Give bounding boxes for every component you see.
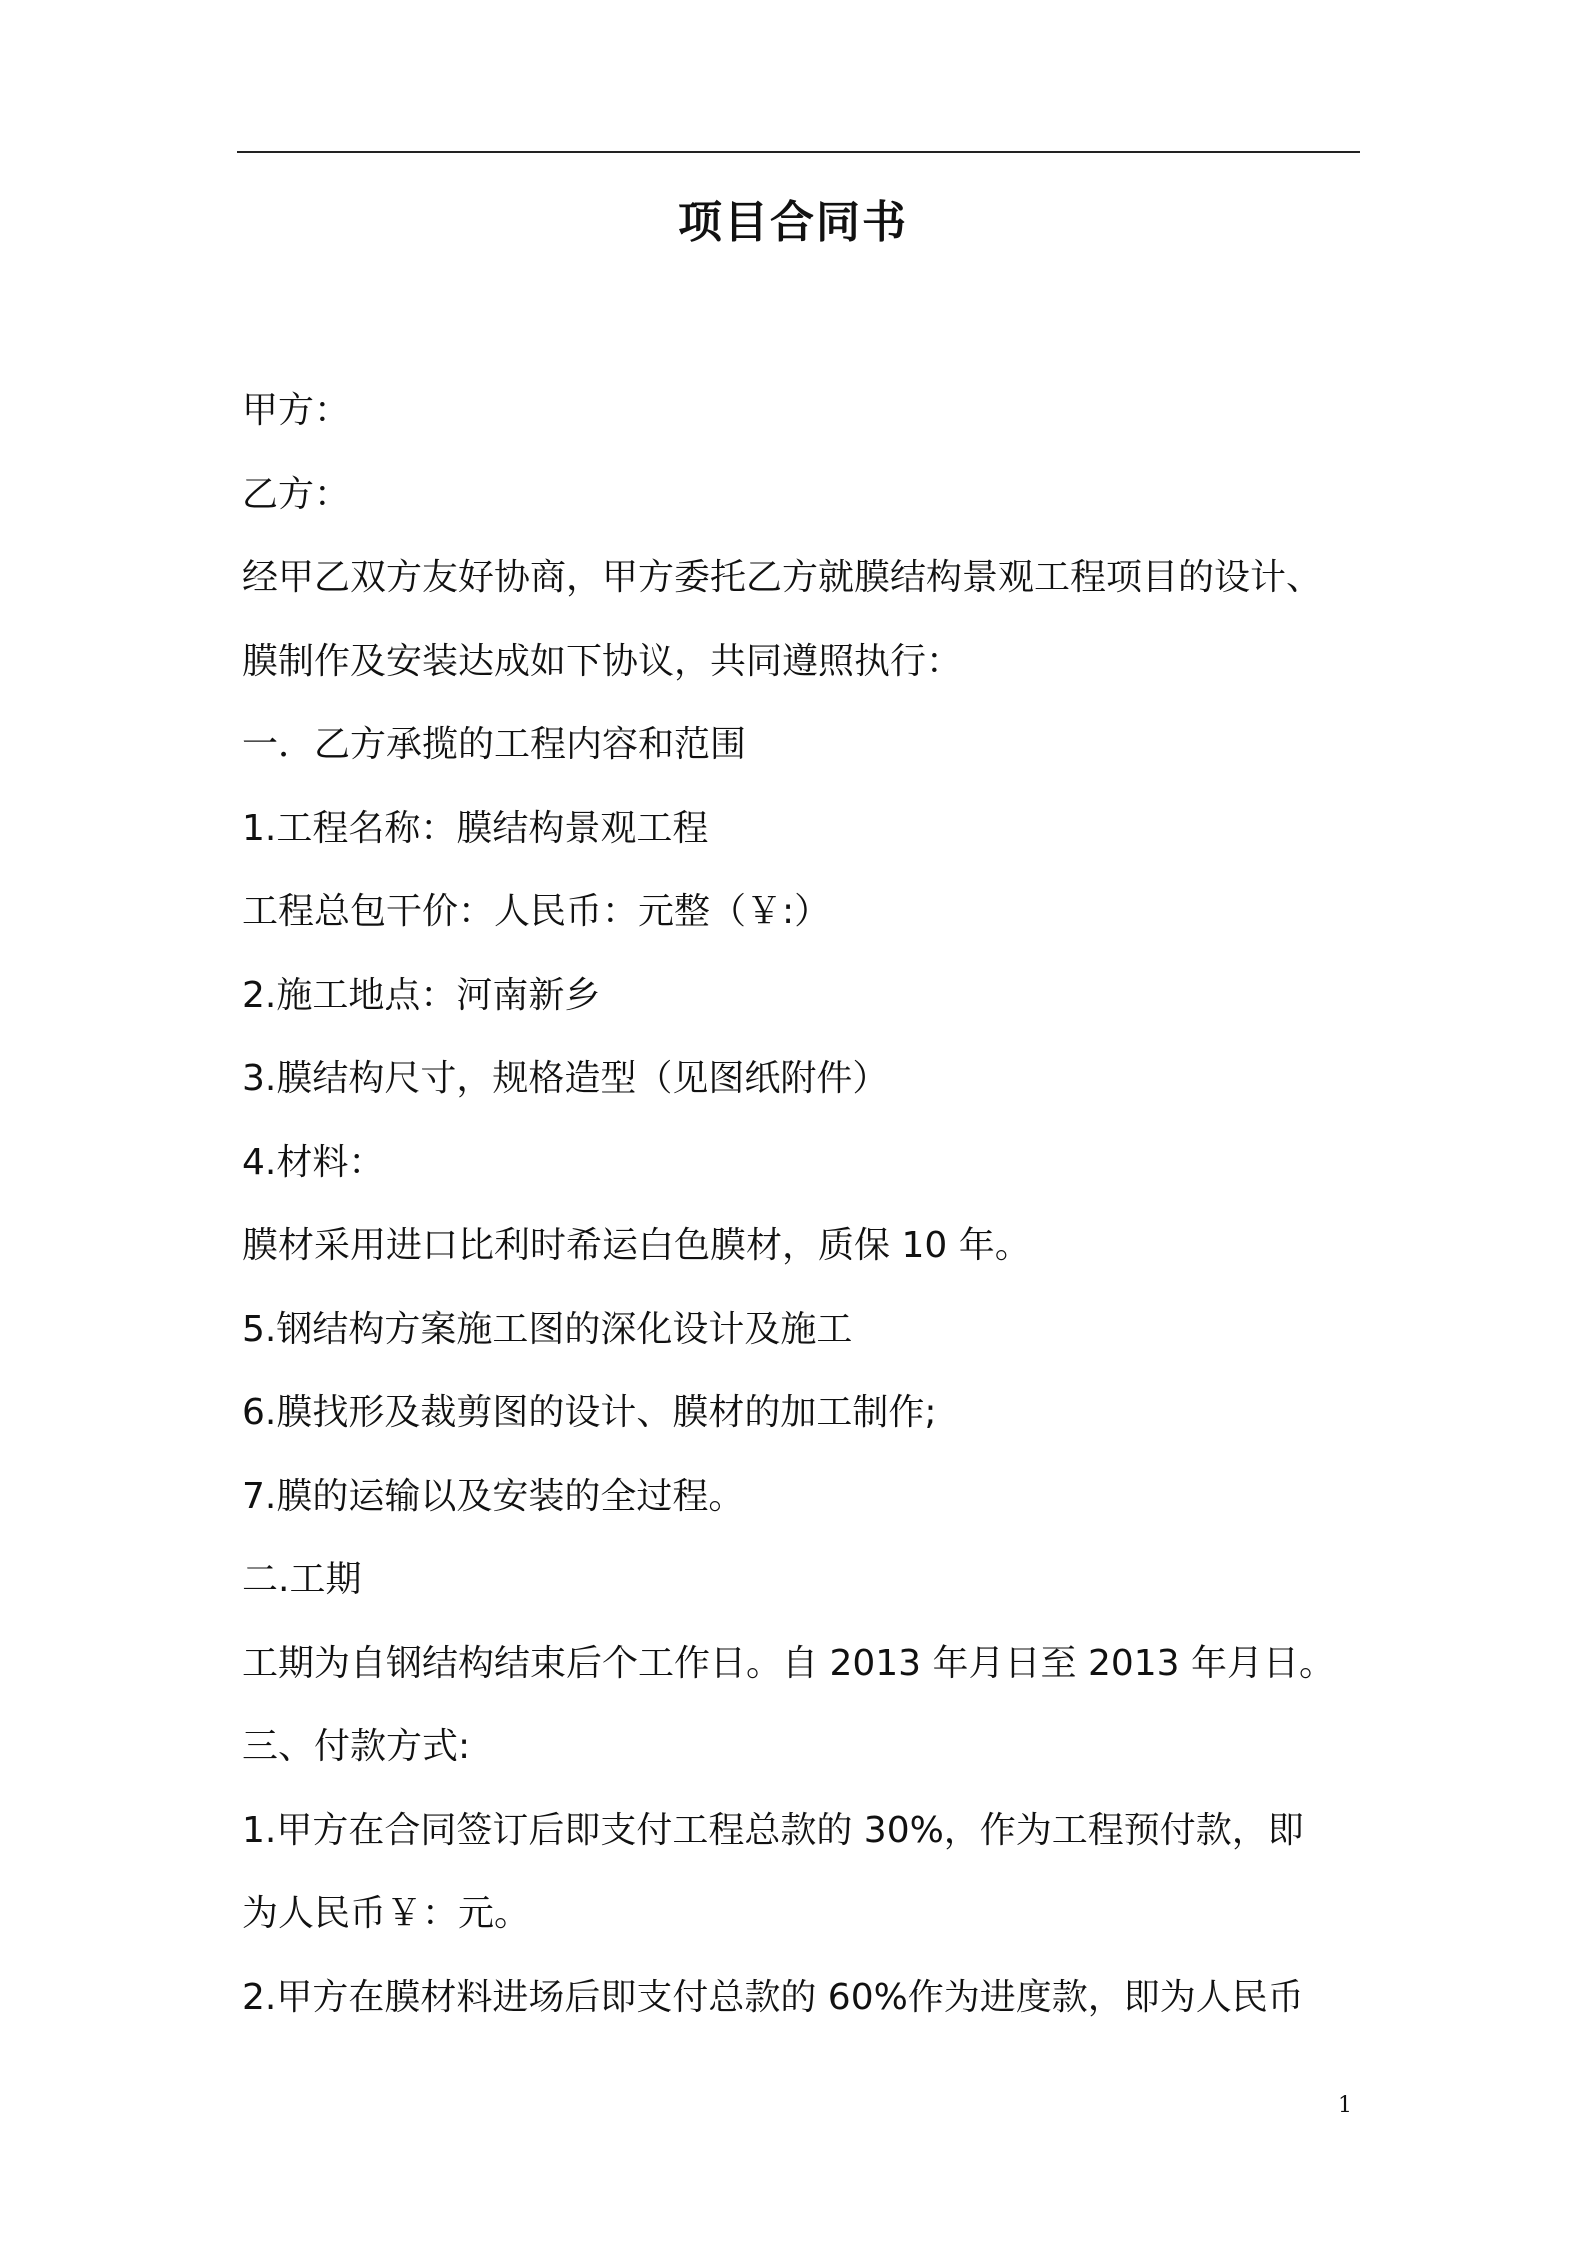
body-line: 5.钢结构方案施工图的深化设计及施工 [242, 1308, 853, 1350]
body-line: 4.材料： [242, 1141, 385, 1183]
body-line: 1.甲方在合同签订后即支付工程总款的 30%，作为工程预付款，即 [242, 1809, 1304, 1851]
body-line: 工期为自钢结构结束后个工作日。自 2013 年月日至 2013 年月日。 [242, 1642, 1336, 1684]
header-rule [237, 151, 1360, 153]
body-line: 2.甲方在膜材料进场后即支付总款的 60%作为进度款，即为人民币 [242, 1976, 1304, 2018]
body-line: 膜制作及安装达成如下协议，共同遵照执行： [242, 640, 963, 682]
contract-body [242, 382, 1382, 2052]
party-a-line: 甲方： [242, 390, 351, 431]
body-line: 3.膜结构尺寸，规格造型（见图纸附件） [242, 1058, 889, 1099]
body-line: 工程总包干价：人民币：元整（￥:） [242, 891, 831, 932]
party-b-line: 乙方： [242, 473, 351, 515]
body-line: 1.工程名称：膜结构景观工程 [242, 807, 709, 849]
document-title: 项目合同书 [678, 197, 908, 248]
body-line: 7.膜的运输以及安装的全过程。 [242, 1475, 745, 1517]
section-heading: 二.工期 [242, 1559, 362, 1600]
section-heading: 三、付款方式: [242, 1726, 471, 1767]
section-heading: 一．乙方承揽的工程内容和范围 [242, 724, 747, 765]
body-line: 经甲乙双方友好协商，甲方委托乙方就膜结构景观工程项目的设计、 [242, 557, 1323, 598]
body-line: 膜材采用进口比利时希运白色膜材，质保 10 年。 [242, 1225, 1031, 1266]
body-line: 2.施工地点：河南新乡 [242, 974, 601, 1016]
body-line: 6.膜找形及裁剪图的设计、膜材的加工制作; [242, 1392, 937, 1433]
body-line: 为人民币￥：元。 [242, 1893, 531, 1934]
page-number: 1 [1338, 2093, 1352, 2118]
